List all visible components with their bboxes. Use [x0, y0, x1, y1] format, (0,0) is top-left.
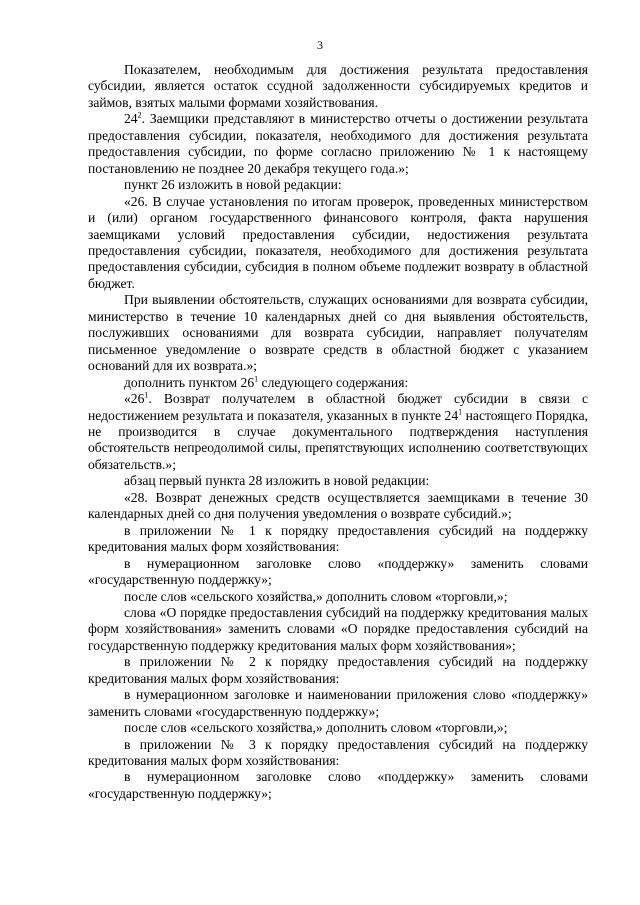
- paragraph-text: . Заемщики представляют в министерство отчеты о достижении результата предоставления субсидии, показателя, необходимого для достижения результата предоставления субсидии, по форме согласно приложению № 1 к настоящему постановлению не позднее 20 декабря текущего года.»;: [88, 111, 588, 176]
- superscript: 1: [458, 406, 463, 416]
- paragraph-item-26-return: При выявлении обстоятельств, служащих основаниями для возврата субсидии, министерство в течение 10 календарных дней со дня выявления обстоятельств, послуживших основаниями для возврата субсидии, направляет получателям письменное уведомление о возврате средств в областной бюджет с указанием оснований для их возврата.»;: [88, 292, 588, 374]
- paragraph-indicator: Показателем, необходимым для достижения результата предоставления субсидии, является остаток ссудной задолженности субсидируемых кредитов и займов, взятых малыми формами хозяйствования.: [88, 62, 588, 110]
- paragraph-item-28-intro: абзац первый пункта 28 изложить в новой редакции:: [124, 473, 430, 489]
- paragraph-text: . Возврат получателем в областной бюджет субсидии в связи с недостижением результата и показателя, указанных в пункте 24: [88, 391, 588, 423]
- paragraph-text: дополнить пунктом 26: [124, 374, 255, 390]
- paragraph-text: настоящего Порядка, не производится в случае документального подтверждения наступления обстоятельств непреодолимой силы, препятствующих исполнению соответствующих обязательств.»;: [88, 407, 588, 472]
- document-body: [88, 62, 588, 802]
- paragraph-appendix-1-trade: после слов «сельского хозяйства,» дополнить словом «торговли,»;: [124, 588, 508, 604]
- paragraph-appendix-2: в приложении № 2 к порядку предоставления субсидий на поддержку кредитования малых форм хозяйствования:: [88, 654, 588, 686]
- paragraph-text: следующего содержания:: [258, 374, 409, 390]
- paragraph-add-26-1: [88, 375, 588, 391]
- paragraph-item-26-1: [88, 391, 588, 473]
- paragraph-item-26-intro: пункт 26 изложить в новой редакции:: [124, 177, 342, 193]
- superscript: 1: [254, 374, 259, 384]
- page-number: 3: [317, 38, 323, 52]
- paragraph-appendix-1-title: слова «О порядке предоставления субсидий на поддержку кредитования малых форм хозяйствования» заменить словами «О порядке предоставления субсидий на государственную поддержку кредитования малых форм хозяйствования»;: [88, 604, 588, 653]
- paragraph-appendix-1: в приложении № 1 к порядку предоставления субсидий на поддержку кредитования малых форм хозяйствования:: [88, 522, 588, 555]
- paragraph-item-26: «26. В случае установления по итогам проверок, проведенных министерством и (или) органом государственного финансового контроля, факта нарушения заемщиками условий предоставления субсидии, недостижения результата предоставления субсидии, показателя, необходимого для достижения результата предоставления субсидии, субсидия в полном объеме подлежит возврату в областной бюджет.: [88, 193, 588, 291]
- paragraph-item-28: «28. Возврат денежных средств осуществляется заемщиками в течение 30 календарных дней со дня получения уведомления о возврате субсидий.»;: [88, 489, 588, 522]
- superscript: 1: [144, 390, 149, 400]
- superscript: 2: [137, 110, 142, 120]
- paragraph-appendix-3: в приложении № 3 к порядку предоставления субсидий на поддержку кредитования малых форм хозяйствования:: [88, 736, 588, 769]
- paragraph-appendix-2-heading: в нумерационном заголовке и наименовании приложения слово «поддержку» заменить словами «государственную поддержку»;: [88, 687, 588, 719]
- paragraph-appendix-3-heading: в нумерационном заголовке слово «поддержку» заменить словами «государственную поддержку»;: [88, 769, 588, 801]
- paragraph-24-2: [88, 111, 588, 177]
- paragraph-number: 24: [124, 111, 138, 127]
- paragraph-text: «26: [124, 391, 145, 407]
- paragraph-appendix-1-heading: в нумерационном заголовке слово «поддержку» заменить словами «государственную поддержку»;: [88, 555, 588, 588]
- paragraph-appendix-2-trade: после слов «сельского хозяйства,» дополнить словом «торговли,»;: [124, 720, 508, 736]
